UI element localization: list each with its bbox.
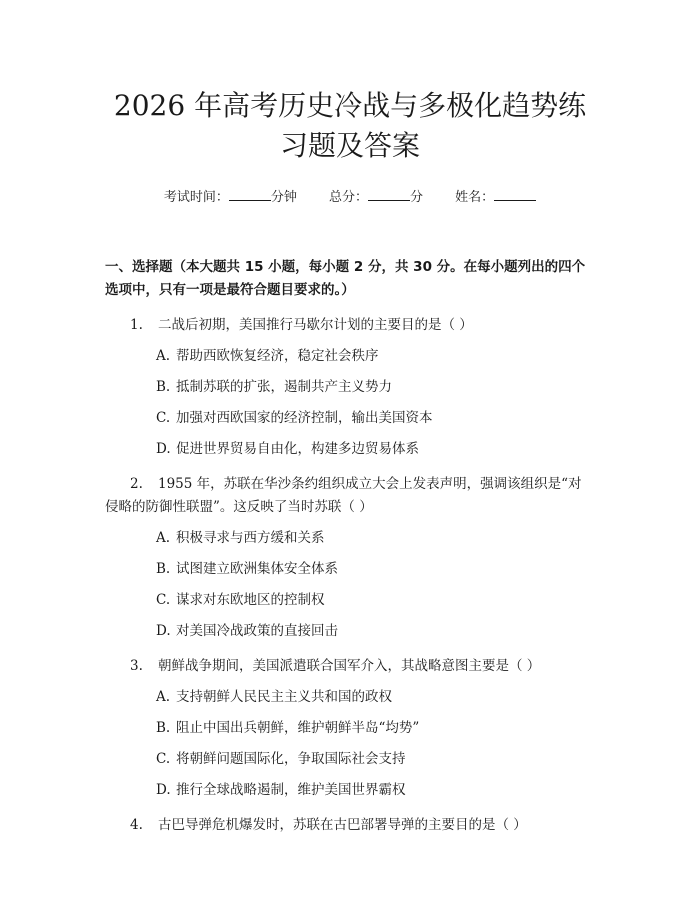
option-a	[105, 527, 595, 550]
question-number: 1.	[130, 317, 143, 333]
question-text: 古巴导弹危机爆发时，苏联在古巴部署导弹的主要目的是（ ）	[158, 817, 527, 833]
exam-time-label: 考试时间：	[163, 190, 229, 205]
option-letter: A.	[156, 348, 171, 364]
option-letter: B.	[156, 720, 171, 736]
option-text: 阻止中国出兵朝鲜，维护朝鲜半岛“均势”	[176, 720, 420, 736]
question-3	[105, 655, 595, 802]
option-a	[105, 686, 595, 709]
option-letter: D.	[156, 623, 171, 639]
option-text: 将朝鲜问题国际化，争取国际社会支持	[176, 751, 406, 767]
name-field	[455, 190, 536, 205]
question-4	[105, 814, 595, 837]
option-letter: C.	[156, 751, 171, 767]
option-letter: D.	[156, 782, 171, 798]
total-score-label: 总分：	[328, 190, 368, 205]
option-text: 抵制苏联的扩张，遏制共产主义势力	[176, 379, 392, 395]
page-title: 2026 年高考历史冷战与多极化趋势练习题及答案	[113, 89, 587, 162]
option-letter: A.	[156, 530, 171, 546]
option-letter: A.	[156, 689, 171, 705]
question-number: 4.	[130, 817, 143, 833]
option-b	[105, 717, 595, 740]
option-d	[105, 620, 595, 643]
name-label: 姓名：	[455, 190, 495, 205]
total-score-field	[329, 190, 427, 205]
exam-time-unit: 分钟	[270, 190, 297, 205]
question-stem	[105, 473, 595, 519]
question-stem	[105, 814, 595, 837]
option-c	[105, 589, 595, 612]
option-text: 促进世界贸易自由化，构建多边贸易体系	[176, 441, 419, 457]
exam-time-field	[164, 190, 301, 205]
name-blank	[494, 188, 536, 201]
option-text: 谋求对东欧地区的控制权	[176, 592, 325, 608]
option-list	[105, 686, 595, 802]
option-text: 对美国冷战政策的直接回击	[176, 623, 338, 639]
option-b	[105, 376, 595, 399]
option-letter: D.	[156, 441, 171, 457]
exam-info	[105, 188, 595, 207]
option-text: 支持朝鲜人民民主主义共和国的政权	[176, 689, 392, 705]
option-b	[105, 558, 595, 581]
option-text: 推行全球战略遏制，维护美国世界霸权	[176, 782, 406, 798]
exam-time-blank	[229, 188, 271, 201]
option-d	[105, 779, 595, 802]
question-2	[105, 473, 595, 643]
option-d	[105, 438, 595, 461]
question-text: 二战后初期，美国推行马歇尔计划的主要目的是（ ）	[158, 317, 473, 333]
option-list	[105, 527, 595, 643]
question-text: 1955 年，苏联在华沙条约组织成立大会上发表声明，强调该组织是“对侵略的防御性联盟”。这反映了当时苏联（ ）	[105, 476, 582, 515]
option-text: 积极寻求与西方缓和关系	[176, 530, 325, 546]
option-letter: C.	[156, 592, 171, 608]
question-1	[105, 314, 595, 461]
total-score-unit: 分	[410, 190, 424, 205]
question-number: 3.	[130, 658, 143, 674]
option-text: 加强对西欧国家的经济控制，输出美国资本	[176, 410, 433, 426]
section-header: 一、选择题（本大题共 15 小题，每小题 2 分，共 30 分。在每小题列出的四个选项中，只有一项是最符合题目要求的。）	[105, 259, 586, 298]
question-text: 朝鲜战争期间，美国派遣联合国军介入，其战略意图主要是（ ）	[158, 658, 541, 674]
option-letter: B.	[156, 561, 171, 577]
option-letter: C.	[156, 410, 171, 426]
option-c	[105, 407, 595, 430]
option-a	[105, 345, 595, 368]
option-text: 帮助西欧恢复经济，稳定社会秩序	[176, 348, 379, 364]
total-score-blank	[368, 188, 410, 201]
option-c	[105, 748, 595, 771]
option-text: 试图建立欧洲集体安全体系	[176, 561, 338, 577]
option-list	[105, 345, 595, 461]
question-number: 2.	[130, 476, 143, 492]
question-stem	[105, 655, 595, 678]
question-stem	[105, 314, 595, 337]
option-letter: B.	[156, 379, 171, 395]
